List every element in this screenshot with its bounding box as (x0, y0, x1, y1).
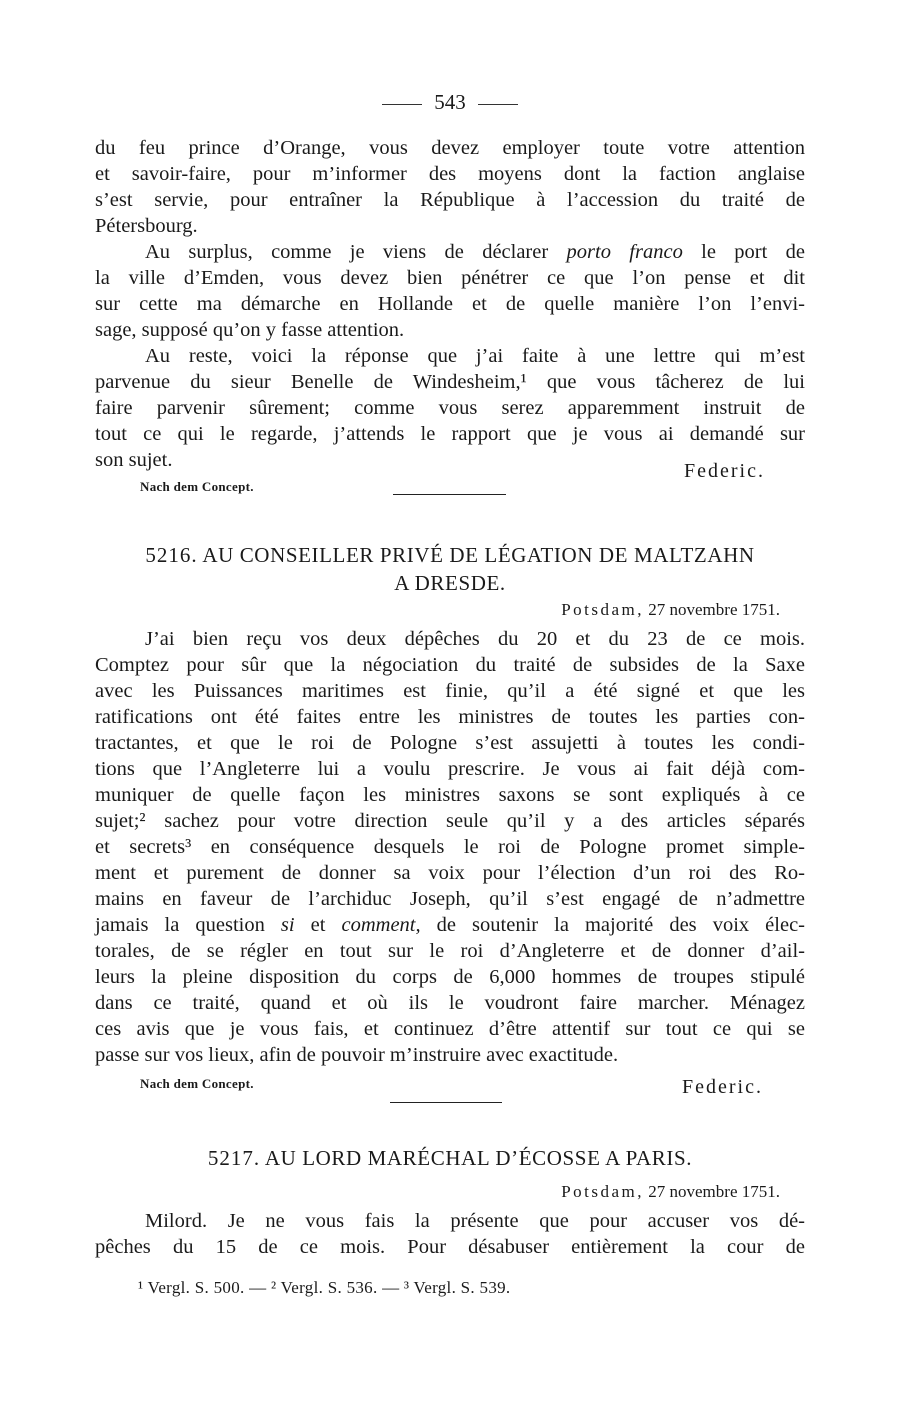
text-line: faire parvenir sûrement; comme vous serez apparemment instruit de (95, 397, 805, 419)
header-dash-left (382, 104, 422, 105)
text-line: dans ce traité, quand et où ils le voudront faire marcher. Ménagez (95, 992, 805, 1014)
section-divider (393, 494, 506, 495)
date-place: Potsdam, (561, 1182, 645, 1201)
text-line-italic: Au surplus, comme je viens de déclarer porto franco le port de (145, 241, 806, 263)
text-line: Milord. Je ne vous fais la présente que pour accuser vos dé- (145, 1210, 805, 1232)
text-line: sage, supposé qu’on y fasse attention. (95, 319, 405, 341)
text-line: s’est servie, pour entraîner la République à l’accession du traité de (95, 189, 805, 211)
text-line-italic: jamais la question si et comment, de soutenir la majorité des voix élec- (95, 914, 806, 936)
intro-paragraphs (95, 135, 805, 473)
source-note: Nach dem Concept. (140, 479, 254, 494)
header-dash-right (478, 104, 518, 105)
text-line: torales, de se régler en tout sur le roi d’Angleterre et de donner d’ail- (95, 940, 805, 962)
text-line: sur cette ma démarche en Hollande et de quelle manière l’on l’envi- (95, 293, 805, 315)
letter-title-line2: A DRESDE. (394, 571, 506, 595)
dateline (561, 1182, 780, 1202)
text-line: tractantes, et que le roi de Pologne s’est assujetti à toutes les condi- (95, 732, 805, 754)
letter-heading (95, 541, 805, 597)
text-line: tout ce qui le regarde, j’attends le rapport que je vous ai demandé sur (95, 423, 805, 445)
text-line: Pétersbourg. (95, 215, 198, 237)
letter-title: AU CONSEILLER PRIVÉ DE LÉGATION DE MALTZAHN (202, 543, 755, 567)
signature: Federic. (682, 1076, 763, 1098)
text-line: Comptez pour sûr que la négociation du traité de subsides de la Saxe (95, 654, 805, 676)
date: 27 novembre 1751. (648, 600, 780, 619)
text-line: du feu prince d’Orange, vous devez employer toute votre attention (95, 137, 805, 159)
text-line: Au reste, voici la réponse que j’ai faite à une lettre qui m’est (145, 345, 805, 367)
text-line: sujet;² sachez pour votre direction seule qu’il y a des articles séparés (95, 810, 805, 832)
letter-title: AU LORD MARÉCHAL D’ÉCOSSE A PARIS. (264, 1146, 693, 1170)
text-line: son sujet. (95, 449, 173, 471)
page-number-header (0, 90, 900, 115)
text-line: J’ai bien reçu vos deux dépêches du 20 et du 23 de ce mois. (145, 628, 805, 650)
letter-number: 5217. (207, 1146, 261, 1170)
text-line: et savoir-faire, pour m’informer des moyens dont la faction anglaise (95, 163, 805, 185)
text-line: mains en faveur de l’archiduc Joseph, qu’il s’est engagé de n’admettre (95, 888, 805, 910)
text-line: ces avis que je vous fais, et continuez d’être attentif sur tout ce qui se (95, 1018, 805, 1040)
text-line: parvenue du sieur Benelle de Windesheim,¹ que vous tâcherez de lui (95, 371, 805, 393)
text-line: la ville d’Emden, vous devez bien pénétrer ce que l’on pense et dit (95, 267, 805, 289)
text-line: avec les Puissances maritimes est finie, qu’il a été signé et que les (95, 680, 805, 702)
text-line: passe sur vos lieux, afin de pouvoir m’instruire avec exactitude. (95, 1044, 619, 1066)
source-note: Nach dem Concept. (140, 1076, 254, 1091)
text-line: leurs la pleine disposition du corps de 6,000 hommes de troupes stipulé (95, 966, 805, 988)
letter-number: 5216. (145, 543, 198, 567)
dateline (561, 600, 780, 620)
text-line: et secrets³ en conséquence desquels le roi de Pologne promet simple- (95, 836, 805, 858)
letter-body (95, 1208, 805, 1260)
date-place: Potsdam, (561, 600, 645, 619)
section-divider (390, 1102, 502, 1103)
date: 27 novembre 1751. (648, 1182, 780, 1201)
text-line: ment et purement de donner sa voix pour l’élection d’un roi des Ro- (95, 862, 805, 884)
letter-heading (95, 1144, 805, 1172)
text-line: ratifications ont été faites entre les ministres de toutes les parties con- (95, 706, 805, 728)
text-line: pêches du 15 de ce mois. Pour désabuser entièrement la cour de (95, 1236, 805, 1258)
page-number: 543 (434, 90, 466, 114)
letter-body (95, 626, 805, 1068)
signature: Federic. (684, 460, 765, 482)
footnotes: ¹ Vergl. S. 500. — ² Vergl. S. 536. — ³ Vergl. S. 539. (138, 1278, 511, 1297)
text-line: muniquer de quelle façon les ministres saxons se sont expliqués à ce (95, 784, 805, 806)
text-line: tions que l’Angleterre lui a voulu prescrire. Je vous ai fait déjà com- (95, 758, 805, 780)
